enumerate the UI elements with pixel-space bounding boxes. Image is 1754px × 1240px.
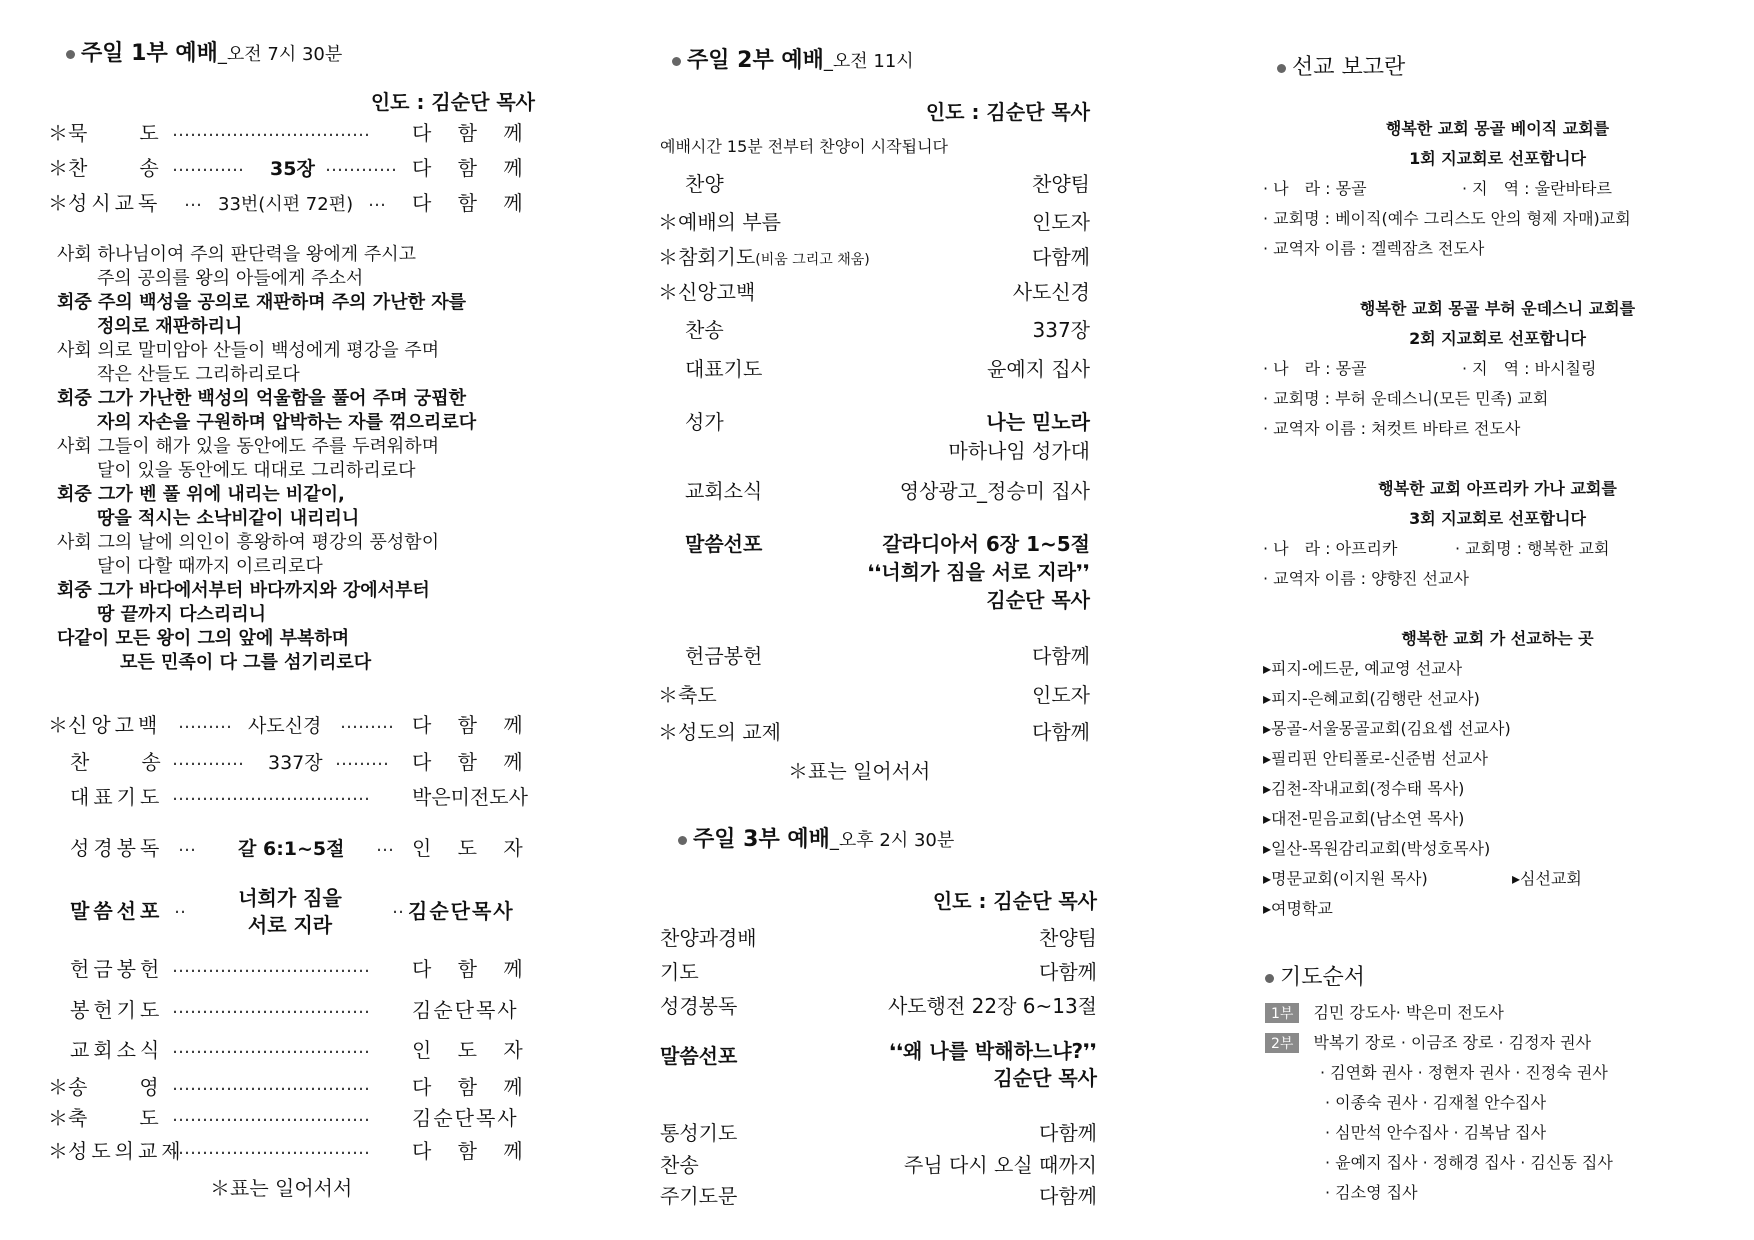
order-item [48, 1135, 185, 1164]
order-name: 교회소식 [70, 1038, 164, 1062]
church1-title1: 행복한 교회 몽골 베이직 교회를 [1385, 119, 1610, 138]
service2-notice: 예배시간 15분 전부터 찬양이 시작됩니다 [660, 137, 948, 156]
order-who: 윤예지 집사 [987, 357, 1090, 381]
order-note: (비움 그리고 채움) [755, 252, 870, 268]
prayer-header [1265, 960, 1365, 991]
prayer-names: · 김연화 권사 · 정현자 권사 · 진정숙 권사 [1320, 1063, 1608, 1082]
reading-line: 모든 민족이 다 그를 섬기리로다 [120, 652, 372, 673]
church2-country: · 나 라 : 몽골 [1263, 359, 1367, 378]
sermon-title-line2: 서로 지라 [247, 913, 333, 937]
church3-name: · 교회명 : 행복한 교회 [1455, 539, 1610, 558]
order-name: 송 영 [68, 1075, 163, 1099]
service-tag: 1부 [1265, 1003, 1299, 1023]
order-who: 다함께 [1039, 1121, 1097, 1145]
order-name: 성도의교제 [68, 1139, 185, 1163]
stand-mark: ＊ [658, 683, 678, 707]
mission-list-item: ▸심선교회 [1512, 869, 1582, 888]
order-name: 축도 [678, 683, 717, 707]
order-who: 337장 [1032, 318, 1090, 342]
creed-name: 사도신경 [248, 715, 322, 737]
prayer-names: · 윤예지 집사 · 정해경 집사 · 김신동 집사 [1325, 1153, 1613, 1172]
stand-mark: ＊ [658, 720, 678, 744]
bullet-icon [66, 50, 75, 59]
order-who: 인 도 자 [412, 836, 533, 860]
stand-note: ＊표는 일어서서 [210, 1176, 353, 1200]
reading-line: 회중 그가 벤 풀 위에 내리는 비같이, [57, 484, 345, 505]
sermon-label: 말씀선포 [685, 532, 763, 556]
reading-line: 사회 그의 날에 의인이 흥왕하여 평강의 풍성함이 [57, 532, 440, 553]
service2-title: 주일 2부 예배 [687, 48, 824, 73]
order-name: 참회기도 [678, 245, 756, 269]
leader-dots: … [376, 835, 394, 856]
order-item [658, 276, 755, 305]
sermon-preacher: 김순단 목사 [993, 1066, 1097, 1090]
church3-country: · 나 라 : 아프리카 [1263, 539, 1398, 558]
leader-dots: … [178, 835, 196, 856]
missions-header [1277, 50, 1405, 81]
leader-dots: …………………………… [172, 956, 370, 977]
reading-line: 정의로 재판하리니 [97, 316, 243, 337]
order-item [685, 353, 762, 382]
church3-minister: · 교역자 이름 : 양향진 선교사 [1263, 569, 1469, 588]
order-name: 기도 [660, 960, 699, 984]
leader-dots: ‥ [392, 897, 405, 918]
order-who: 인도자 [1032, 683, 1090, 707]
mission-list-item: ▸피지-에드문, 예교영 선교사 [1263, 659, 1463, 678]
leader-dots: …………………………… [172, 1074, 370, 1095]
order-name: 성시교독 [68, 191, 162, 215]
mission-list-item: ▸대전-믿음교회(남소연 목사) [1263, 809, 1465, 828]
order-name: 봉헌기도 [70, 998, 164, 1022]
prayer-names: 김민 강도사· 박은미 전도사 [1313, 1003, 1504, 1022]
leader-dots: ……… [335, 749, 389, 770]
stand-mark: ＊ [658, 210, 678, 234]
service1-time: _오전 7시 30분 [217, 44, 343, 65]
order-who: 다 함 께 [412, 957, 533, 981]
order-who: 다함께 [1039, 960, 1097, 984]
order-name: 대표기도 [70, 785, 164, 809]
order-name: 성경봉독 [70, 836, 164, 860]
sermon-label: 말씀선포 [660, 1044, 738, 1068]
leader-dots: …………………………… [172, 784, 370, 805]
order-who: 박은미전도사 [412, 785, 528, 809]
service1-leader: 인도 : 김순단 목사 [370, 90, 535, 114]
bullet-icon [672, 57, 681, 66]
leader-dots: ………… [172, 749, 244, 770]
leader-dots: …………………………… [172, 1105, 370, 1126]
hymn-number: 35장 [270, 158, 315, 180]
order-item-creed [48, 709, 161, 738]
stand-mark: ＊ [48, 713, 68, 737]
stand-mark: ＊ [48, 121, 68, 145]
order-name: 헌금봉헌 [70, 957, 164, 981]
reading-line: 회중 그가 바다에서부터 바다까지와 강에서부터 [57, 580, 430, 601]
order-name: 대표기도 [685, 357, 763, 381]
mission-list-item: ▸김천-작내교회(정수태 목사) [1263, 779, 1465, 798]
prayer-row-1 [1265, 1000, 1504, 1023]
sermon-title: ❛❛너희가 짐을 서로 지라❜❜ [867, 560, 1090, 584]
service-tag: 2부 [1265, 1033, 1299, 1053]
service3-title: 주일 3부 예배 [693, 827, 830, 852]
mission-list-item: ▸여명학교 [1263, 899, 1333, 918]
church2-region: · 지 역 : 바시칠링 [1462, 359, 1597, 378]
reading-line: 사회 그들이 해가 있을 동안에도 주를 두려워하며 [57, 436, 440, 457]
order-item-prayer [70, 781, 163, 810]
order-item-3 [48, 187, 161, 216]
reading-line: 사회 하나님이여 주의 판단력을 왕에게 주시고 [57, 244, 416, 265]
service2-time: _오전 11시 [823, 51, 914, 72]
church2-title2: 2회 지교회로 선포합니다 [1409, 329, 1586, 348]
order-who: 다 함 께 [412, 1075, 533, 1099]
order-who: 사도행전 22장 6~13절 [887, 994, 1097, 1018]
church1-region: · 지 역 : 울란바타르 [1462, 179, 1612, 198]
order-name: 주기도문 [660, 1184, 738, 1208]
leader-dots: ………… [172, 155, 244, 176]
anthem-title: 나는 믿노라 [986, 410, 1090, 434]
prayer-row-2 [1265, 1030, 1591, 1053]
prayer-names: · 심만석 안수집사 · 김복남 집사 [1325, 1123, 1547, 1142]
bullet-icon [1277, 64, 1286, 73]
order-item [685, 640, 762, 669]
order-item-1 [48, 117, 163, 146]
church2-title1: 행복한 교회 몽골 부허 운데스니 교회를 [1359, 299, 1636, 318]
order-name: 찬송 [660, 1153, 699, 1177]
order-who: 김순단목사 [412, 998, 519, 1022]
order-who: 주님 다시 오실 때까지 [904, 1153, 1097, 1177]
order-name: 찬양과경배 [660, 926, 757, 950]
order-who: 찬양팀 [1032, 172, 1090, 196]
order-item-2 [48, 152, 163, 181]
order-item-hymn2 [70, 746, 165, 775]
order-who: 다 함 께 [412, 750, 533, 774]
leader-dots: ………… [325, 155, 397, 176]
reading-line: 자의 자손을 구원하며 압박하는 자를 꺾으리로다 [97, 412, 477, 433]
order-item [658, 679, 717, 708]
service3-header [678, 822, 954, 853]
stand-note: ＊표는 일어서서 [788, 759, 931, 783]
anthem-choir: 마하나임 성가대 [948, 439, 1090, 463]
order-who: 다 함 께 [412, 156, 533, 180]
reading-line: 땅 끝까지 다스리리니 [97, 604, 267, 625]
mission-list-item: ▸필리핀 안티폴로-신준범 선교사 [1263, 749, 1488, 768]
stand-mark: ＊ [48, 191, 68, 215]
order-who: 다 함 께 [412, 1139, 533, 1163]
prayer-names: · 이종숙 권사 · 김재철 안수집사 [1325, 1093, 1547, 1112]
church2-minister: · 교역자 이름 : 쳐컷트 바타르 전도사 [1263, 419, 1521, 438]
church1-title2: 1회 지교회로 선포합니다 [1409, 149, 1586, 168]
order-item [685, 168, 724, 197]
mission-list-item: ▸일산-목원감리교회(박성호목사) [1263, 839, 1491, 858]
order-item [48, 1102, 163, 1131]
service1-header [66, 36, 342, 67]
mission-list-item: ▸피지-은혜교회(김행란 선교사) [1263, 689, 1480, 708]
order-who: 다 함 께 [412, 121, 533, 145]
order-who: 인도자 [1032, 210, 1090, 234]
service1-title: 주일 1부 예배 [81, 41, 218, 66]
order-who: 다 함 께 [412, 713, 533, 737]
service2-header [672, 43, 914, 74]
church1-minister: · 교역자 이름 : 겔렉잠츠 전도사 [1263, 239, 1485, 258]
service2-leader: 인도 : 김순단 목사 [925, 100, 1090, 124]
leader-dots: ‥ [174, 897, 187, 918]
reading-line: 땅을 적시는 소낙비같이 내리리니 [97, 508, 360, 529]
news-label: 교회소식 [685, 479, 763, 503]
order-who: 다함께 [1032, 245, 1090, 269]
mission-list-item: ▸명문교회(이지원 목사) [1263, 869, 1428, 888]
stand-mark: ＊ [48, 156, 68, 180]
mission-list-title: 행복한 교회 가 선교하는 곳 [1401, 629, 1594, 648]
church1-country: · 나 라 : 몽골 [1263, 179, 1367, 198]
sermon-preacher: 김순단 목사 [986, 588, 1090, 612]
church2-name: · 교회명 : 부허 운데스니(모든 민족) 교회 [1263, 389, 1549, 408]
order-name: 성경봉독 [660, 994, 738, 1018]
order-name: 통성기도 [660, 1121, 738, 1145]
order-name: 묵 도 [68, 121, 163, 145]
stand-mark: ＊ [48, 1139, 68, 1163]
order-item [70, 1034, 163, 1063]
stand-mark: ＊ [48, 1106, 68, 1130]
hymn-number: 337장 [268, 752, 323, 774]
reading-line: 달이 있을 동안에도 대대로 그리하리로다 [97, 460, 416, 481]
order-name: 찬양 [685, 172, 724, 196]
order-name: 신앙고백 [678, 280, 756, 304]
sermon-label: 말씀선포 [70, 899, 164, 923]
order-item [70, 994, 163, 1023]
responsive-reading-number: 33번(시편 72편) [218, 194, 354, 215]
order-name: 예배의 부름 [678, 210, 781, 234]
news-who: 영상광고_정승미 집사 [899, 479, 1090, 503]
leader-dots: …………………………… [172, 1037, 370, 1058]
mission-list-item: ▸몽골-서울몽골교회(김요셉 선교사) [1263, 719, 1511, 738]
church3-title2: 3회 지교회로 선포합니다 [1409, 509, 1586, 528]
reading-line: 회중 그가 가난한 백성의 억울함을 풀어 주며 궁핍한 [57, 388, 467, 409]
order-name: 찬송 [685, 318, 724, 342]
reading-line: 회중 주의 백성을 공의로 재판하며 주의 가난한 자를 [57, 292, 467, 313]
reading-line: 다같이 모든 왕이 그의 앞에 부복하며 [57, 628, 350, 649]
sermon-ref: 갈라디아서 6장 1~5절 [882, 532, 1090, 556]
church3-title1: 행복한 교회 아프리카 가나 교회를 [1378, 479, 1617, 498]
order-item [658, 241, 870, 270]
order-name: 헌금봉헌 [685, 644, 763, 668]
anthem-label: 성가 [685, 410, 724, 434]
stand-mark: ＊ [658, 245, 678, 269]
leader-dots: … [368, 190, 386, 211]
order-who: 다 함 께 [412, 191, 533, 215]
order-who: 다함께 [1032, 644, 1090, 668]
prayer-title: 기도순서 [1280, 965, 1366, 990]
service3-leader: 인도 : 김순단 목사 [932, 889, 1097, 913]
order-name: 찬 송 [68, 156, 163, 180]
order-who: 인 도 자 [412, 1038, 533, 1062]
order-name: 찬 송 [70, 750, 165, 774]
reading-line: 주의 공의를 왕의 아들에게 주소서 [97, 268, 364, 289]
missions-title: 선교 보고란 [1292, 55, 1406, 80]
prayer-names: 박복기 장로 · 이금조 장로 · 김정자 권사 [1313, 1033, 1592, 1052]
service3-time: _오후 2시 30분 [829, 830, 955, 851]
order-who: 찬양팀 [1039, 926, 1097, 950]
order-who: 다함께 [1039, 1184, 1097, 1208]
sermon-preacher: 김순단목사 [408, 899, 515, 923]
leader-dots: …………………………… [172, 997, 370, 1018]
reading-line: 사회 의로 말미암아 산들이 백성에게 평강을 주며 [57, 340, 440, 361]
order-item [70, 953, 163, 982]
reading-line: 작은 산들도 그리하리로다 [97, 364, 300, 385]
order-name: 신앙고백 [68, 713, 162, 737]
leader-dots: …………………………… [172, 1138, 370, 1159]
leader-dots: … [184, 190, 202, 211]
leader-dots: ……… [178, 712, 232, 733]
prayer-names: · 김소영 집사 [1325, 1183, 1418, 1202]
order-item-reading [70, 832, 163, 861]
church1-name: · 교회명 : 베이직(예수 그리스도 안의 형제 자매)교회 [1263, 209, 1631, 228]
order-who: 김순단목사 [412, 1106, 519, 1130]
order-item [685, 314, 724, 343]
order-who: 사도신경 [1012, 280, 1090, 304]
reading-line: 달이 다할 때까지 이르리로다 [97, 556, 323, 577]
order-who: 다함께 [1032, 720, 1090, 744]
leader-dots: …………………………… [172, 120, 370, 141]
order-name: 성도의 교제 [678, 720, 781, 744]
stand-mark: ＊ [658, 280, 678, 304]
bullet-icon [1265, 974, 1274, 983]
scripture-ref: 갈 6:1~5절 [238, 838, 345, 860]
order-item [658, 716, 781, 745]
stand-mark: ＊ [48, 1075, 68, 1099]
order-item [658, 206, 781, 235]
order-name: 축 도 [68, 1106, 163, 1130]
sermon-title: ❛❛왜 나를 박해하느냐?❜❜ [889, 1039, 1097, 1063]
order-item [48, 1071, 163, 1100]
sermon-title-line1: 너희가 짐을 [238, 886, 342, 910]
leader-dots: ……… [340, 712, 394, 733]
bullet-icon [678, 836, 687, 845]
